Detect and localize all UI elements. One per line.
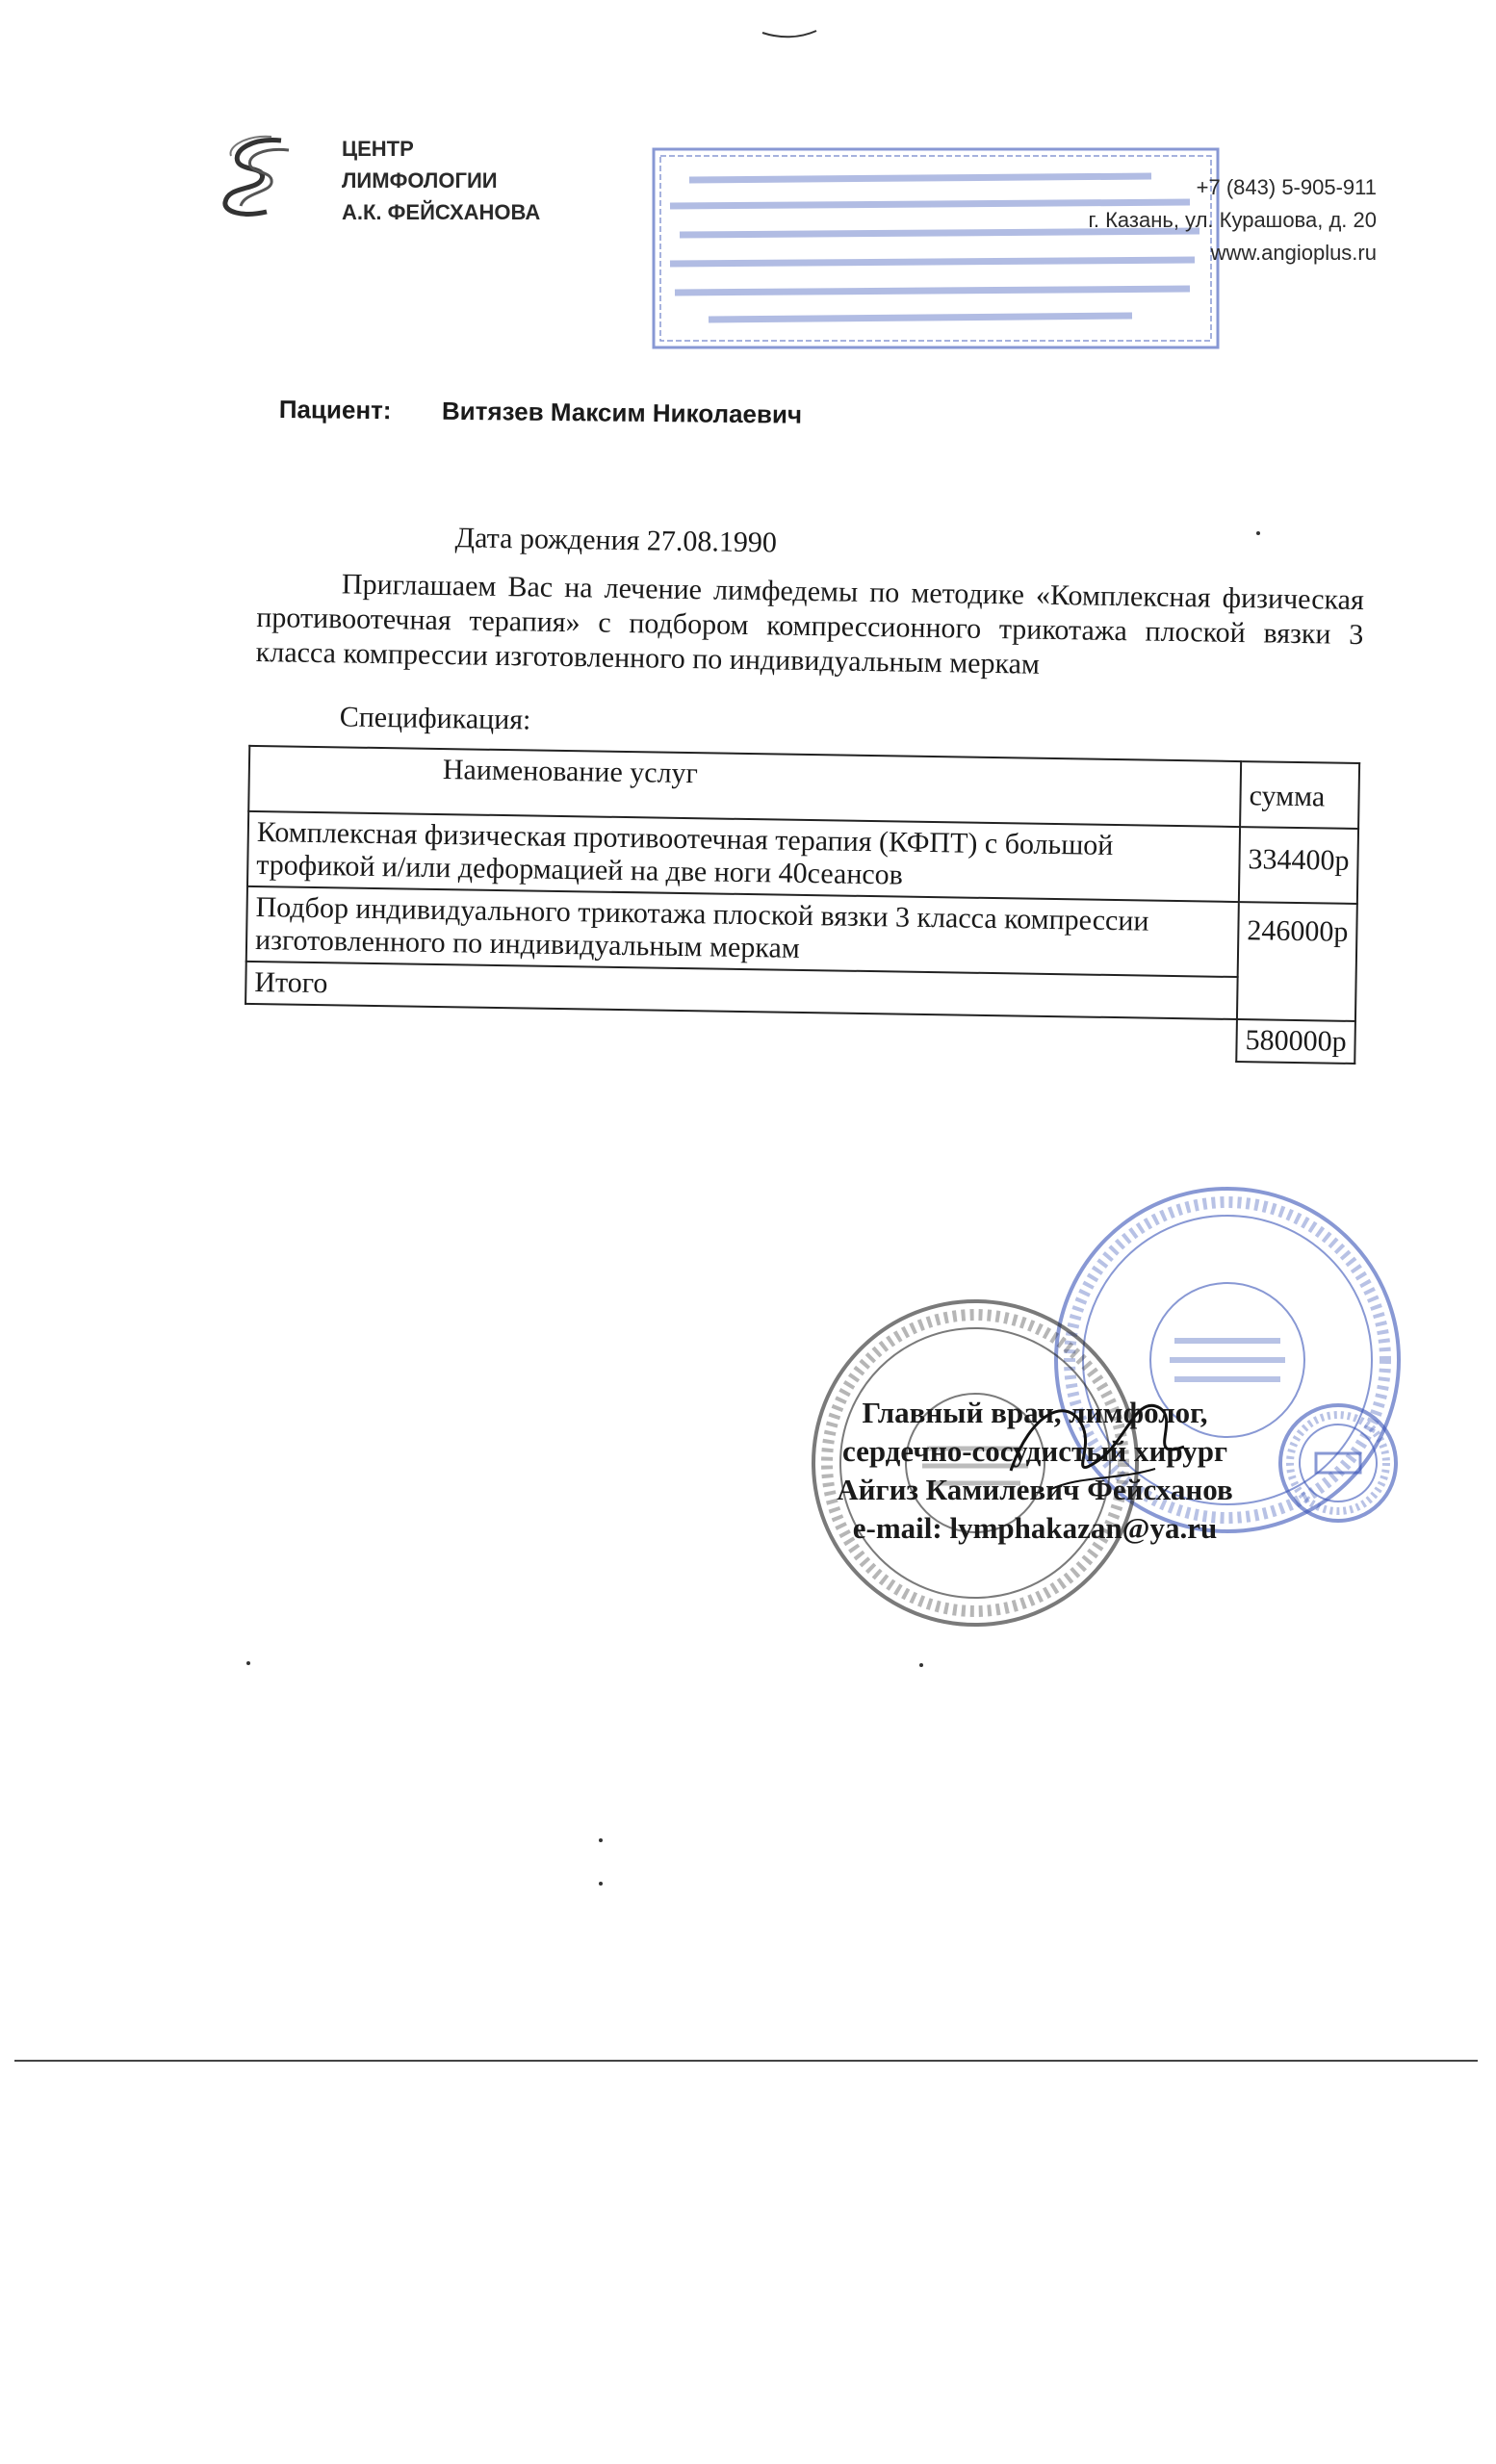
letter-body	[249, 518, 1364, 1065]
birth-date: Дата рождения 27.08.1990	[454, 522, 778, 559]
clinic-logo-icon	[214, 133, 300, 219]
total-amount: 580000р	[1236, 1019, 1355, 1064]
contact-address: г. Казань, ул. Курашова, д. 20	[1088, 208, 1377, 232]
logo-line-3: А.К. ФЕЙСХАНОВА	[342, 200, 541, 224]
specification-table	[244, 745, 1360, 1065]
scan-speck	[599, 1882, 603, 1886]
scan-speck	[599, 1838, 603, 1842]
service-name: Подбор индивидуального трикотажа плоской вязки 3 класса компрессии изготовленного по индивидуальным меркам	[246, 886, 1239, 977]
scan-edge-line	[14, 2060, 1478, 2062]
total-spacer	[1237, 977, 1356, 1021]
scan-speck	[246, 1661, 250, 1665]
specification-label: Спецификация:	[339, 701, 531, 736]
total-label: Итого	[245, 962, 1238, 1019]
scan-speck	[1256, 531, 1260, 535]
service-amount: 246000р	[1238, 902, 1357, 979]
service-amount: 334400р	[1239, 827, 1358, 904]
scan-speck	[919, 1663, 923, 1667]
signature-email: e-mail: lymphakazan@ya.ru	[852, 1511, 1218, 1545]
invitation-paragraph: Приглашаем Вас на лечение лимфедемы по методике «Комплексная физическая противоотечная терапия» с подбором компрессионного трикотажа плоской вязки 3 класса компрессии изготовленного по индивидуальным меркам	[255, 568, 1365, 680]
patient-name: Витязев Максим Николаевич	[441, 396, 803, 429]
header-amount: сумма	[1240, 761, 1359, 829]
clinic-logo-text	[342, 133, 540, 228]
logo-line-2: ЛИМФОЛОГИИ	[342, 168, 498, 192]
contact-website: www.angioplus.ru	[1210, 241, 1377, 265]
patient-line	[279, 395, 803, 430]
handwritten-signature	[992, 1355, 1223, 1509]
signature-specialty: сердечно-сосудистый хирург	[841, 1434, 1228, 1468]
contact-phone: +7 (843) 5-905-911	[1196, 175, 1377, 199]
patient-label: Пациент:	[278, 395, 392, 425]
scan-mark	[761, 27, 818, 40]
service-name: Комплексная физическая противоотечная терапия (КФПТ) с большой трофикой и/или деформацией на две ноги 40сеансов	[247, 811, 1240, 902]
clinic-contacts	[1089, 171, 1377, 270]
header-service: Наименование услуг	[248, 746, 1241, 827]
doctor-seal	[1276, 1400, 1401, 1526]
logo-line-1: ЦЕНТР	[342, 137, 414, 161]
signature-name: Айгиз Камилевич Фейсханов	[837, 1473, 1233, 1506]
signature-title: Главный врач, лимфолог,	[862, 1396, 1208, 1429]
